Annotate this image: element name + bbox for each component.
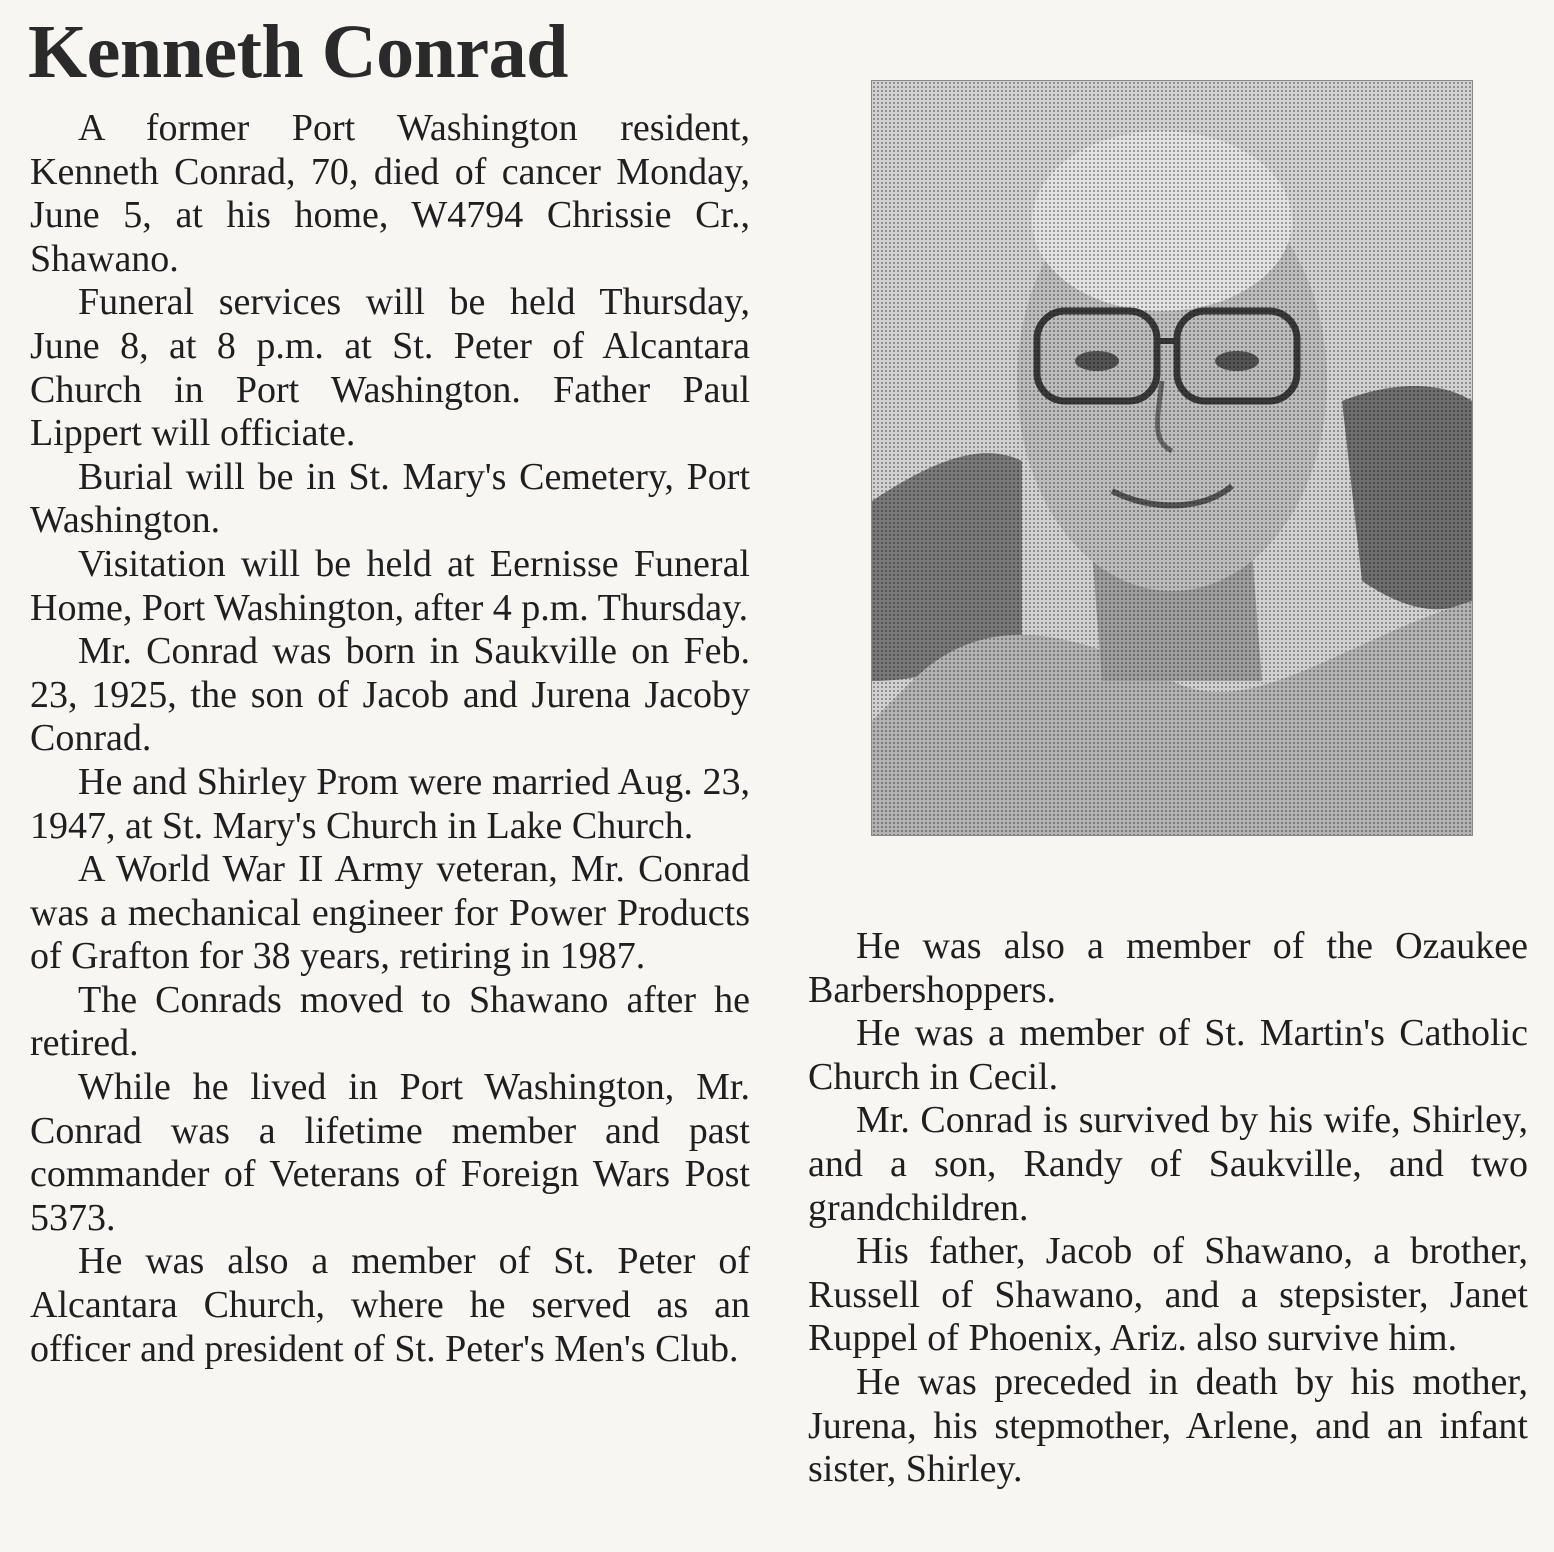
paragraph: He and Shirley Prom were married Aug. 23, 1947, at St. Mary's Church in Lake Church.: [30, 760, 750, 847]
paragraph: Visitation will be held at Eernisse Funeral Home, Port Washington, after 4 p.m. Thursday.: [30, 542, 750, 629]
photo-halftone: [872, 81, 1472, 835]
paragraph: While he lived in Port Washington, Mr. Conrad was a lifetime member and past commander of Veterans of Foreign Wars Post 5373.: [30, 1066, 750, 1239]
paragraph: Funeral services will be held Thursday, June 8, at 8 p.m. at St. Peter of Alcantara Church in Port Washington. Father Paul Lippert will officiate.: [30, 281, 750, 455]
portrait-photo-icon: [872, 81, 1472, 835]
left-text-column: [30, 107, 750, 1371]
paragraph: His father, Jacob of Shawano, a brother, Russell of Shawano, and a stepsister, Janet Ruppel of Phoenix, Ariz. also survive him.: [808, 1230, 1528, 1360]
paragraph: A former Port Washington resident, Kenneth Conrad, 70, died of cancer Monday, June 5, at his home, W4794 Chrissie Cr., Shawano.: [30, 107, 750, 280]
obituary-headline: Kenneth Conrad: [28, 10, 568, 94]
paragraph: Mr. Conrad is survived by his wife, Shirley, and a son, Randy of Saukville, and two grandchildren.: [808, 1099, 1528, 1229]
paragraph: Mr. Conrad was born in Saukville on Feb. 23, 1925, the son of Jacob and Jurena Jacoby Conrad.: [30, 630, 750, 760]
paragraph: He was also a member of St. Peter of Alcantara Church, where he served as an officer and president of St. Peter's Men's Club.: [30, 1240, 750, 1370]
paragraph: The Conrads moved to Shawano after he retired.: [30, 978, 750, 1065]
portrait-photo: [871, 80, 1473, 836]
right-text-column: [808, 925, 1528, 1492]
paragraph: He was a member of St. Martin's Catholic Church in Cecil.: [808, 1012, 1528, 1098]
paragraph: He was preceded in death by his mother, Jurena, his stepmother, Arlene, and an infant sister, Shirley.: [808, 1360, 1528, 1491]
paragraph: A World War II Army veteran, Mr. Conrad was a mechanical engineer for Power Products of Grafton for 38 years, retiring in 1987.: [30, 848, 750, 978]
paragraph: He was also a member of the Ozaukee Barbershoppers.: [808, 925, 1528, 1011]
paragraph: Burial will be in St. Mary's Cemetery, Port Washington.: [30, 455, 750, 542]
